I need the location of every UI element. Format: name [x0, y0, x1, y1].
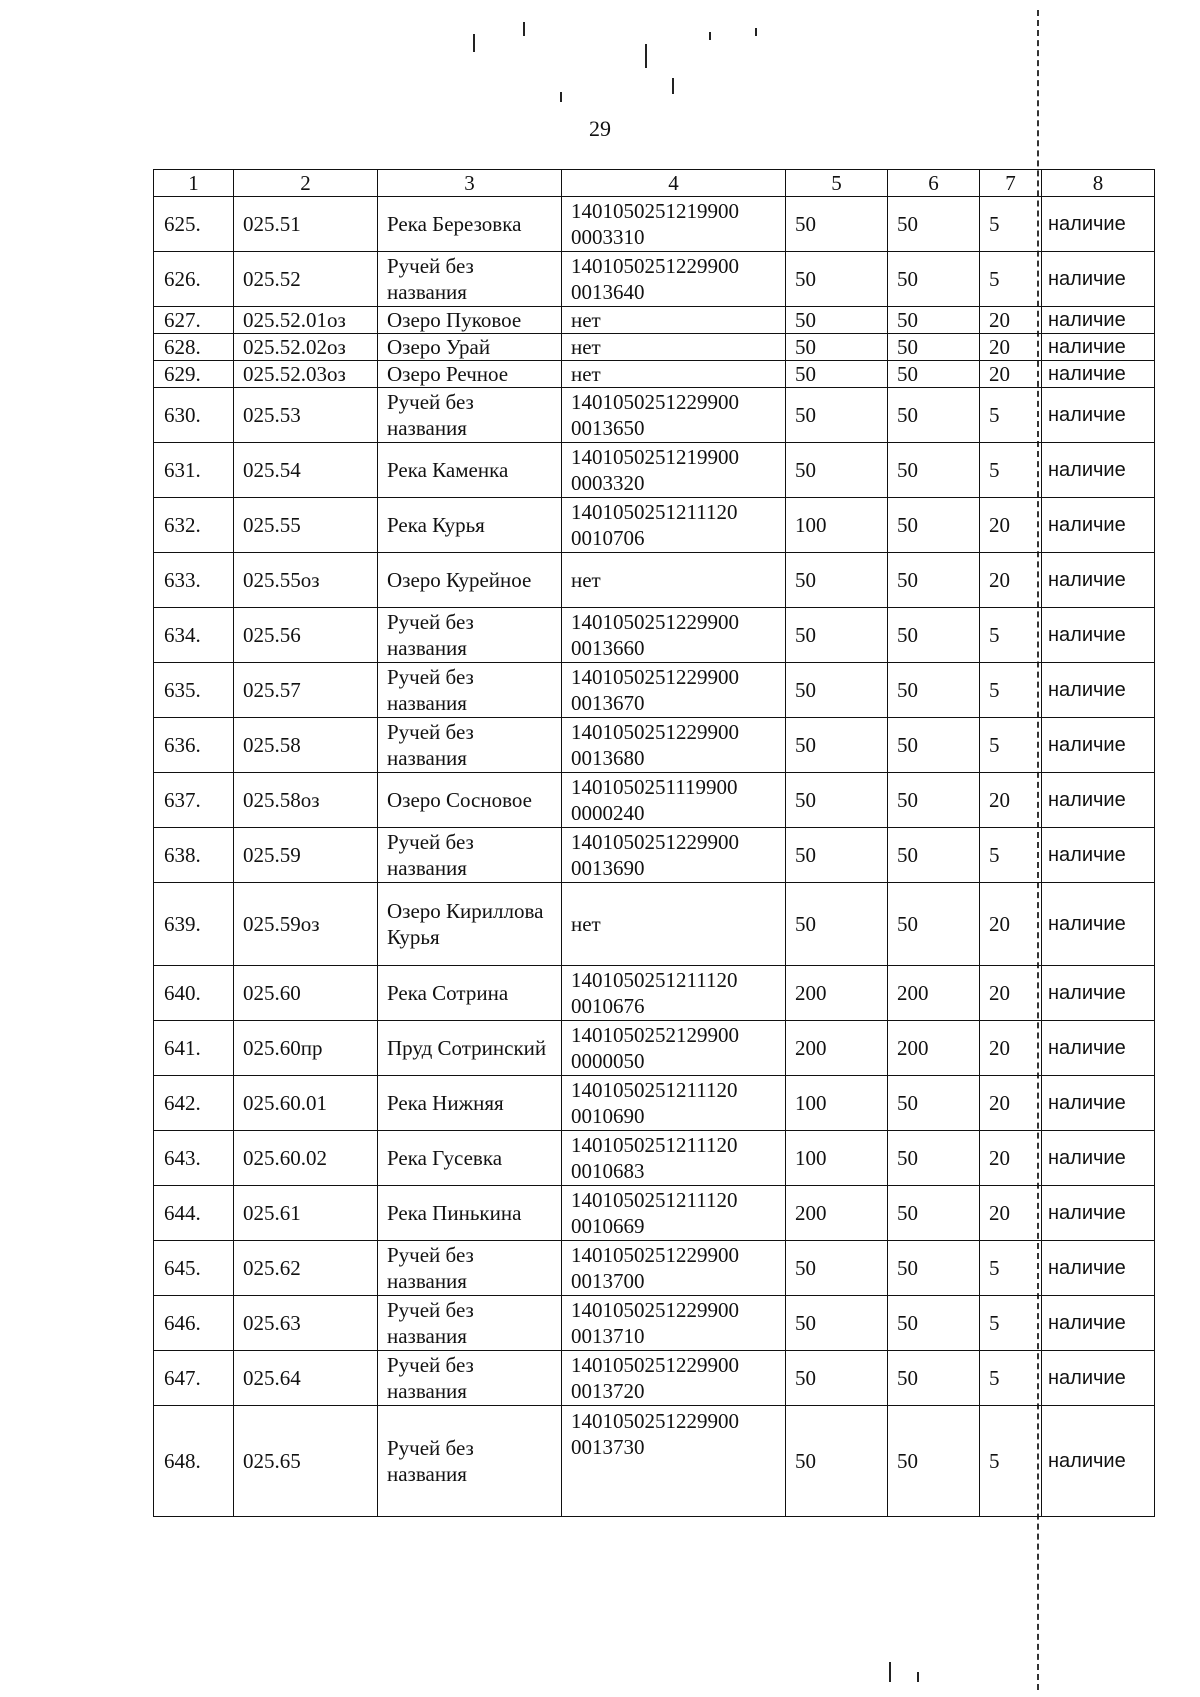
column-6-cell: 50 — [888, 197, 980, 252]
scan-artifact — [889, 1662, 891, 1682]
column-6-cell: 50 — [888, 773, 980, 828]
table-row — [154, 252, 1155, 307]
row-number-cell: 642. — [154, 1076, 234, 1131]
column-5-cell: 50 — [786, 361, 888, 388]
object-code-cell: 025.60 — [234, 966, 378, 1021]
column-5-cell: 50 — [786, 828, 888, 883]
column-7-cell: 20 — [980, 361, 1042, 388]
column-6-cell: 50 — [888, 1186, 980, 1241]
status-cell: наличие — [1042, 252, 1155, 307]
column-6-cell: 50 — [888, 1351, 980, 1406]
table-row — [154, 197, 1155, 252]
row-number-cell: 637. — [154, 773, 234, 828]
object-name-cell: Ручей без названия — [378, 1351, 562, 1406]
object-name-cell: Озеро Урай — [378, 334, 562, 361]
table-row — [154, 1131, 1155, 1186]
column-6-cell: 50 — [888, 1406, 980, 1517]
row-number-cell: 630. — [154, 388, 234, 443]
table-row — [154, 1076, 1155, 1131]
column-5-cell: 50 — [786, 773, 888, 828]
object-name-cell: Озеро Кириллова Курья — [378, 883, 562, 966]
table-row — [154, 773, 1155, 828]
object-name-cell: Река Каменка — [378, 443, 562, 498]
table-row — [154, 883, 1155, 966]
object-code-cell: 025.52.01оз — [234, 307, 378, 334]
table-row — [154, 828, 1155, 883]
registry-code-cell: 1401050251229900 0013700 — [562, 1241, 786, 1296]
column-5-cell: 200 — [786, 1021, 888, 1076]
scan-artifact — [672, 78, 674, 94]
scan-artifact — [917, 1672, 919, 1682]
scan-artifact — [755, 28, 757, 36]
object-name-cell: Пруд Сотринский — [378, 1021, 562, 1076]
column-6-cell: 50 — [888, 663, 980, 718]
row-number-cell: 641. — [154, 1021, 234, 1076]
column-7-cell: 5 — [980, 1296, 1042, 1351]
column-6-cell: 50 — [888, 1131, 980, 1186]
object-code-cell: 025.64 — [234, 1351, 378, 1406]
column-6-cell: 50 — [888, 1296, 980, 1351]
status-cell: наличие — [1042, 307, 1155, 334]
page-number: 29 — [589, 116, 611, 141]
object-name-cell: Ручей без названия — [378, 828, 562, 883]
column-5-cell: 100 — [786, 1076, 888, 1131]
object-code-cell: 025.55 — [234, 498, 378, 553]
column-6-cell: 50 — [888, 443, 980, 498]
column-6-cell: 50 — [888, 252, 980, 307]
status-cell: наличие — [1042, 1021, 1155, 1076]
status-cell: наличие — [1042, 966, 1155, 1021]
water-bodies-table — [153, 169, 1155, 1517]
table-row — [154, 361, 1155, 388]
registry-code-cell: 1401050251219900 0003320 — [562, 443, 786, 498]
column-7-cell: 20 — [980, 773, 1042, 828]
table-row — [154, 553, 1155, 608]
registry-code-cell: 1401050251211120 0010676 — [562, 966, 786, 1021]
table-row — [154, 498, 1155, 553]
column-header: 5 — [786, 170, 888, 197]
column-7-cell: 20 — [980, 1076, 1042, 1131]
object-name-cell: Ручей без названия — [378, 1296, 562, 1351]
column-header: 2 — [234, 170, 378, 197]
table-row — [154, 1021, 1155, 1076]
registry-code-cell: нет — [562, 307, 786, 334]
object-code-cell: 025.61 — [234, 1186, 378, 1241]
object-code-cell: 025.56 — [234, 608, 378, 663]
object-name-cell: Озеро Сосновое — [378, 773, 562, 828]
table-row — [154, 718, 1155, 773]
column-6-cell: 50 — [888, 361, 980, 388]
object-name-cell: Озеро Пуковое — [378, 307, 562, 334]
row-number-cell: 634. — [154, 608, 234, 663]
row-number-cell: 646. — [154, 1296, 234, 1351]
table-body — [154, 197, 1155, 1517]
object-name-cell: Ручей без названия — [378, 663, 562, 718]
row-number-cell: 636. — [154, 718, 234, 773]
column-5-cell: 50 — [786, 1241, 888, 1296]
column-6-cell: 50 — [888, 334, 980, 361]
object-code-cell: 025.59 — [234, 828, 378, 883]
column-5-cell: 50 — [786, 608, 888, 663]
registry-code-cell: нет — [562, 361, 786, 388]
column-6-cell: 50 — [888, 388, 980, 443]
table-row — [154, 1351, 1155, 1406]
object-code-cell: 025.62 — [234, 1241, 378, 1296]
object-name-cell: Река Сотрина — [378, 966, 562, 1021]
column-7-cell: 5 — [980, 718, 1042, 773]
column-7-cell: 20 — [980, 1131, 1042, 1186]
column-7-cell: 5 — [980, 197, 1042, 252]
scan-artifact — [560, 92, 562, 102]
column-header: 6 — [888, 170, 980, 197]
registry-code-cell: 1401050251229900 0013650 — [562, 388, 786, 443]
object-code-cell: 025.55оз — [234, 553, 378, 608]
table-row — [154, 608, 1155, 663]
column-5-cell: 50 — [786, 718, 888, 773]
column-5-cell: 50 — [786, 197, 888, 252]
status-cell: наличие — [1042, 334, 1155, 361]
column-header: 8 — [1042, 170, 1155, 197]
row-number-cell: 643. — [154, 1131, 234, 1186]
object-code-cell: 025.52 — [234, 252, 378, 307]
column-6-cell: 50 — [888, 828, 980, 883]
column-7-cell: 20 — [980, 307, 1042, 334]
registry-code-cell: 1401050252129900 0000050 — [562, 1021, 786, 1076]
column-7-cell: 5 — [980, 443, 1042, 498]
registry-code-cell: 1401050251211120 0010706 — [562, 498, 786, 553]
column-7-cell: 20 — [980, 498, 1042, 553]
object-code-cell: 025.57 — [234, 663, 378, 718]
object-code-cell: 025.65 — [234, 1406, 378, 1517]
column-header: 1 — [154, 170, 234, 197]
object-name-cell: Ручей без названия — [378, 1406, 562, 1517]
scan-artifact — [473, 34, 475, 52]
status-cell: наличие — [1042, 773, 1155, 828]
row-number-cell: 639. — [154, 883, 234, 966]
column-7-cell: 5 — [980, 828, 1042, 883]
row-number-cell: 626. — [154, 252, 234, 307]
table-row — [154, 334, 1155, 361]
registry-code-cell: 1401050251219900 0003310 — [562, 197, 786, 252]
column-7-cell: 5 — [980, 663, 1042, 718]
registry-code-cell: 1401050251229900 0013640 — [562, 252, 786, 307]
column-header: 7 — [980, 170, 1042, 197]
column-5-cell: 50 — [786, 307, 888, 334]
status-cell: наличие — [1042, 718, 1155, 773]
table-row — [154, 1241, 1155, 1296]
column-5-cell: 50 — [786, 1406, 888, 1517]
object-name-cell: Река Курья — [378, 498, 562, 553]
column-7-cell: 5 — [980, 1406, 1042, 1517]
row-number-cell: 640. — [154, 966, 234, 1021]
object-name-cell: Река Березовка — [378, 197, 562, 252]
registry-code-cell: 1401050251211120 0010683 — [562, 1131, 786, 1186]
column-7-cell: 20 — [980, 1186, 1042, 1241]
registry-code-cell: 1401050251229900 0013720 — [562, 1351, 786, 1406]
status-cell: наличие — [1042, 1351, 1155, 1406]
table-row — [154, 1186, 1155, 1241]
column-5-cell: 50 — [786, 334, 888, 361]
row-number-cell: 644. — [154, 1186, 234, 1241]
registry-code-cell: 1401050251229900 0013680 — [562, 718, 786, 773]
column-5-cell: 50 — [786, 252, 888, 307]
column-7-cell: 20 — [980, 966, 1042, 1021]
registry-code-cell: 1401050251211120 0010669 — [562, 1186, 786, 1241]
column-6-cell: 50 — [888, 608, 980, 663]
status-cell: наличие — [1042, 388, 1155, 443]
row-number-cell: 638. — [154, 828, 234, 883]
row-number-cell: 629. — [154, 361, 234, 388]
object-name-cell: Река Гусевка — [378, 1131, 562, 1186]
column-header: 3 — [378, 170, 562, 197]
row-number-cell: 635. — [154, 663, 234, 718]
object-name-cell: Ручей без названия — [378, 718, 562, 773]
registry-code-cell: 1401050251119900 0000240 — [562, 773, 786, 828]
object-name-cell: Река Пинькина — [378, 1186, 562, 1241]
object-name-cell: Озеро Речное — [378, 361, 562, 388]
status-cell: наличие — [1042, 197, 1155, 252]
column-7-cell: 5 — [980, 252, 1042, 307]
table-row — [154, 443, 1155, 498]
status-cell: наличие — [1042, 1296, 1155, 1351]
status-cell: наличие — [1042, 828, 1155, 883]
status-cell: наличие — [1042, 553, 1155, 608]
object-code-cell: 025.54 — [234, 443, 378, 498]
status-cell: наличие — [1042, 663, 1155, 718]
table-row — [154, 663, 1155, 718]
scan-artifact — [645, 44, 647, 68]
row-number-cell: 632. — [154, 498, 234, 553]
row-number-cell: 648. — [154, 1406, 234, 1517]
object-code-cell: 025.63 — [234, 1296, 378, 1351]
column-7-cell: 5 — [980, 388, 1042, 443]
table-row — [154, 1406, 1155, 1517]
object-name-cell: Озеро Курейное — [378, 553, 562, 608]
column-5-cell: 50 — [786, 883, 888, 966]
column-6-cell: 50 — [888, 718, 980, 773]
object-name-cell: Ручей без названия — [378, 608, 562, 663]
status-cell: наличие — [1042, 1241, 1155, 1296]
column-7-cell: 20 — [980, 883, 1042, 966]
status-cell: наличие — [1042, 1186, 1155, 1241]
registry-code-cell: 1401050251229900 0013670 — [562, 663, 786, 718]
column-5-cell: 50 — [786, 388, 888, 443]
object-code-cell: 025.53 — [234, 388, 378, 443]
column-7-cell: 20 — [980, 1021, 1042, 1076]
column-7-cell: 20 — [980, 334, 1042, 361]
registry-code-cell: нет — [562, 883, 786, 966]
status-cell: наличие — [1042, 1131, 1155, 1186]
table-row — [154, 388, 1155, 443]
column-5-cell: 50 — [786, 663, 888, 718]
status-cell: наличие — [1042, 443, 1155, 498]
object-code-cell: 025.58 — [234, 718, 378, 773]
table-row — [154, 966, 1155, 1021]
column-6-cell: 200 — [888, 1021, 980, 1076]
header-row — [154, 170, 1155, 197]
status-cell: наличие — [1042, 608, 1155, 663]
row-number-cell: 627. — [154, 307, 234, 334]
object-name-cell: Река Нижняя — [378, 1076, 562, 1131]
column-7-cell: 5 — [980, 1351, 1042, 1406]
scan-artifact — [523, 22, 525, 36]
registry-code-cell: 1401050251229900 0013660 — [562, 608, 786, 663]
row-number-cell: 625. — [154, 197, 234, 252]
object-code-cell: 025.52.02оз — [234, 334, 378, 361]
registry-code-cell: 1401050251211120 0010690 — [562, 1076, 786, 1131]
column-5-cell: 50 — [786, 443, 888, 498]
scan-artifact — [709, 32, 711, 40]
object-code-cell: 025.51 — [234, 197, 378, 252]
column-5-cell: 100 — [786, 1131, 888, 1186]
column-6-cell: 50 — [888, 498, 980, 553]
registry-code-cell: 1401050251229900 0013690 — [562, 828, 786, 883]
object-name-cell: Ручей без названия — [378, 252, 562, 307]
column-5-cell: 200 — [786, 966, 888, 1021]
column-7-cell: 5 — [980, 608, 1042, 663]
column-6-cell: 50 — [888, 883, 980, 966]
object-code-cell: 025.60.02 — [234, 1131, 378, 1186]
object-code-cell: 025.60пр — [234, 1021, 378, 1076]
column-6-cell: 50 — [888, 1076, 980, 1131]
status-cell: наличие — [1042, 498, 1155, 553]
row-number-cell: 633. — [154, 553, 234, 608]
object-code-cell: 025.52.03оз — [234, 361, 378, 388]
column-6-cell: 200 — [888, 966, 980, 1021]
column-7-cell: 5 — [980, 1241, 1042, 1296]
registry-code-cell: нет — [562, 553, 786, 608]
object-code-cell: 025.58оз — [234, 773, 378, 828]
object-code-cell: 025.60.01 — [234, 1076, 378, 1131]
column-5-cell: 200 — [786, 1186, 888, 1241]
table-row — [154, 307, 1155, 334]
row-number-cell: 628. — [154, 334, 234, 361]
status-cell: наличие — [1042, 883, 1155, 966]
row-number-cell: 645. — [154, 1241, 234, 1296]
column-5-cell: 50 — [786, 553, 888, 608]
object-code-cell: 025.59оз — [234, 883, 378, 966]
status-cell: наличие — [1042, 1406, 1155, 1517]
registry-code-cell: 1401050251229900 0013710 — [562, 1296, 786, 1351]
column-6-cell: 50 — [888, 553, 980, 608]
column-5-cell: 50 — [786, 1296, 888, 1351]
table-row — [154, 1296, 1155, 1351]
registry-code-cell: 1401050251229900 0013730 — [562, 1406, 786, 1517]
column-7-cell: 20 — [980, 553, 1042, 608]
row-number-cell: 647. — [154, 1351, 234, 1406]
column-6-cell: 50 — [888, 307, 980, 334]
status-cell: наличие — [1042, 1076, 1155, 1131]
status-cell: наличие — [1042, 361, 1155, 388]
column-header: 4 — [562, 170, 786, 197]
row-number-cell: 631. — [154, 443, 234, 498]
column-5-cell: 50 — [786, 1351, 888, 1406]
object-name-cell: Ручей без названия — [378, 388, 562, 443]
column-5-cell: 100 — [786, 498, 888, 553]
object-name-cell: Ручей без названия — [378, 1241, 562, 1296]
column-6-cell: 50 — [888, 1241, 980, 1296]
registry-code-cell: нет — [562, 334, 786, 361]
